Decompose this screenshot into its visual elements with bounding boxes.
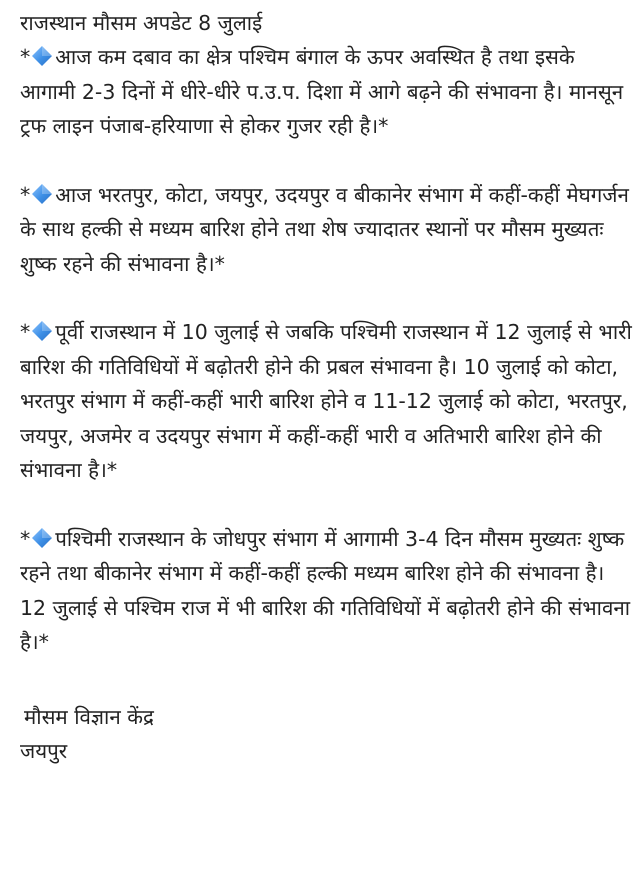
paragraph-3-text: पूर्वी राजस्थान में 10 जुलाई से जबकि पश्चिमी राजस्थान में 12 जुलाई से भारी बारिश की गतिविधियों में बढ़ोतरी होने की प्रबल संभावना है। 10 जुलाई को कोटा, भरतपुर संभाग में कहीं-कहीं भारी बारिश होने व 11-12 जुलाई को कोटा, भरतपुर, जयपुर, अजमेर व उदयपुर संभाग में कहीं-कहीं भारी व अतिभारी बारिश होने की संभावना है।	[20, 320, 632, 482]
paragraph-3	[20, 315, 632, 488]
blue-diamond-icon	[31, 320, 53, 342]
signature-org: मौसम विज्ञान केंद्र	[24, 704, 154, 729]
paragraph-2-text: आज भरतपुर, कोटा, जयपुर, उदयपुर व बीकानेर संभाग में कहीं-कहीं मेघगर्जन के साथ हल्की से मध्यम बारिश होने तथा शेष ज्यादातर स्थानों पर मौसम मुख्यतः शुष्क रहने की संभावना है।	[20, 182, 629, 276]
paragraph-1-prefix: *	[20, 45, 31, 69]
signature-city: जयपुर	[20, 739, 68, 763]
paragraph-2	[20, 178, 632, 282]
paragraph-4	[20, 522, 632, 660]
paragraph-1-text: आज कम दबाव का क्षेत्र पश्चिम बंगाल के ऊपर अवस्थित है तथा इसके आगामी 2-3 दिनों में धीरे-धीरे प.उ.प. दिशा में आगे बढ़ने की संभावना है। मानसून ट्रफ लाइन पंजाब-हरियाणा से होकर गुजर रही है।	[20, 45, 624, 138]
blue-diamond-icon	[31, 527, 53, 549]
paragraph-1	[20, 40, 632, 144]
paragraph-4-suffix: *	[38, 630, 49, 654]
blue-diamond-icon	[31, 45, 53, 67]
paragraph-3-suffix: *	[106, 458, 118, 482]
blue-diamond-icon	[31, 183, 53, 205]
paragraph-4-prefix: *	[20, 526, 31, 551]
signature-block	[20, 700, 632, 769]
paragraph-2-suffix: *	[214, 251, 225, 276]
paragraph-4-text: पश्चिमी राजस्थान के जोधपुर संभाग में आगामी 3-4 दिन मौसम मुख्यतः शुष्क रहने तथा बीकानेर संभाग में कहीं-कहीं हल्की मध्यम बारिश होने की संभावना है। 12 जुलाई से पश्चिम राज में भी बारिश की गतिविधियों में बढ़ोतरी होने की संभावना है।	[20, 526, 631, 654]
paragraph-1-suffix: *	[378, 114, 389, 138]
document-title: राजस्थान मौसम अपडेट 8 जुलाई	[20, 11, 263, 35]
weather-update-document	[20, 6, 632, 769]
paragraph-3-prefix: *	[20, 320, 31, 344]
paragraph-2-prefix: *	[20, 182, 31, 207]
